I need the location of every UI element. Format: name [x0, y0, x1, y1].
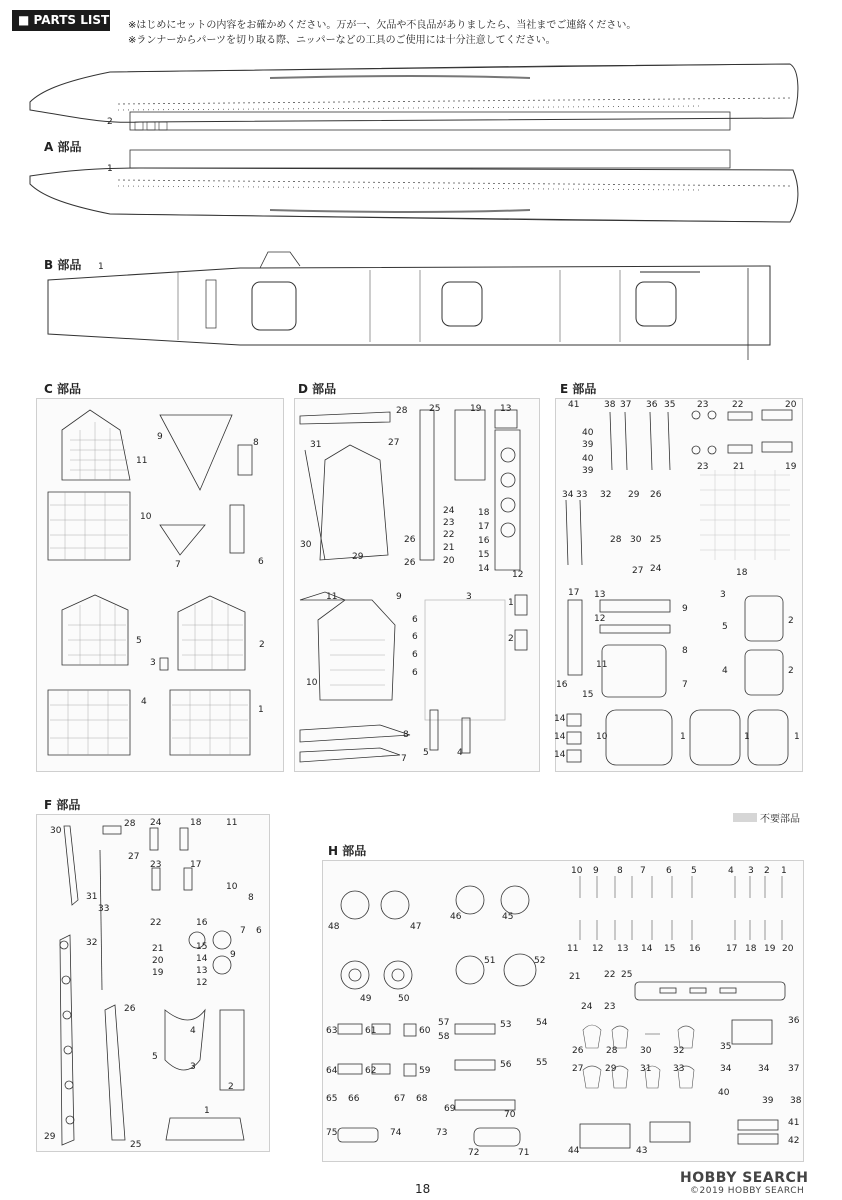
part-number-h61: 61 [365, 1026, 377, 1036]
part-number-h14: 14 [641, 944, 653, 954]
part-number-d18: 18 [478, 508, 490, 518]
part-number-d5: 5 [423, 748, 429, 758]
part-number-f21: 21 [152, 944, 164, 954]
part-number-e33: 33 [576, 490, 588, 500]
part-number-h56: 56 [500, 1060, 512, 1070]
part-number-d26b: 26 [404, 558, 416, 568]
part-number-f22: 22 [150, 918, 162, 928]
part-number-f29: 29 [44, 1132, 56, 1142]
part-number-h66: 66 [348, 1094, 360, 1104]
part-number-e12: 12 [594, 614, 606, 624]
part-number-f17: 17 [190, 860, 202, 870]
section-e-label: E 部品 [560, 382, 597, 396]
part-number-c10: 10 [140, 512, 152, 522]
part-number-e40b: 40 [582, 454, 594, 464]
part-number-f30: 30 [50, 826, 62, 836]
part-number-d13: 13 [500, 404, 512, 414]
part-number-e5: 5 [722, 622, 728, 632]
watermark-copyright: ©2019 HOBBY SEARCH [690, 1186, 805, 1196]
part-number-f5: 5 [152, 1052, 158, 1062]
part-number-h40: 40 [718, 1088, 730, 1098]
part-number-c7: 7 [175, 560, 181, 570]
part-number-h32: 32 [673, 1046, 685, 1056]
part-number-h50: 50 [398, 994, 410, 1004]
part-number-h63: 63 [326, 1026, 338, 1036]
part-number-d29: 29 [352, 552, 364, 562]
part-number-e16: 16 [556, 680, 568, 690]
part-number-f32: 32 [86, 938, 98, 948]
part-number-d6c: 6 [412, 650, 418, 660]
part-number-d6b: 6 [412, 632, 418, 642]
part-number-f24: 24 [150, 818, 162, 828]
part-number-e38: 38 [604, 400, 616, 410]
part-number-d19: 19 [470, 404, 482, 414]
part-number-h5: 5 [691, 866, 697, 876]
part-number-c6: 6 [258, 557, 264, 567]
part-number-h74: 74 [390, 1128, 402, 1138]
part-number-h62: 62 [365, 1066, 377, 1076]
part-number-h64: 64 [326, 1066, 338, 1076]
part-number-h12: 12 [592, 944, 604, 954]
part-number-f6: 6 [256, 926, 262, 936]
part-number-d24: 24 [443, 506, 455, 516]
part-number-d3: 3 [466, 592, 472, 602]
part-number-d15: 15 [478, 550, 490, 560]
part-number-e26: 26 [650, 490, 662, 500]
part-number-h7: 7 [640, 866, 646, 876]
part-number-f15: 15 [196, 942, 208, 952]
part-number-h31: 31 [640, 1064, 652, 1074]
part-number-h35: 35 [720, 1042, 732, 1052]
part-number-f2: 2 [228, 1082, 234, 1092]
part-number-h55: 55 [536, 1058, 548, 1068]
part-number-h26: 26 [572, 1046, 584, 1056]
part-number-e14a: 14 [554, 714, 566, 724]
part-number-h15: 15 [664, 944, 676, 954]
part-number-d31: 31 [310, 440, 322, 450]
part-number-e2a: 2 [788, 616, 794, 626]
part-number-e14c: 14 [554, 750, 566, 760]
part-number-h3: 3 [748, 866, 754, 876]
part-number-f7: 7 [240, 926, 246, 936]
part-number-d27: 27 [388, 438, 400, 448]
part-number-h51: 51 [484, 956, 496, 966]
part-number-e25: 25 [650, 535, 662, 545]
part-number-e14b: 14 [554, 732, 566, 742]
part-number-c9: 9 [157, 432, 163, 442]
part-number-d1: 1 [508, 598, 514, 608]
part-number-f3: 3 [190, 1062, 196, 1072]
part-number-e8: 8 [682, 646, 688, 656]
part-number-d2: 2 [508, 634, 514, 644]
part-number-h1: 1 [781, 866, 787, 876]
part-number-f13: 13 [196, 966, 208, 976]
part-number-h54: 54 [536, 1018, 548, 1028]
part-number-f23: 23 [150, 860, 162, 870]
part-number-a1: 1 [107, 164, 113, 174]
part-number-e17: 17 [568, 588, 580, 598]
part-number-h53: 53 [500, 1020, 512, 1030]
watermark-brand: HOBBY SEARCH [680, 1170, 809, 1186]
part-number-d20: 20 [443, 556, 455, 566]
part-number-h13: 13 [617, 944, 629, 954]
parts-list-title: PARTS LIST [33, 13, 110, 27]
part-number-d26a: 26 [404, 535, 416, 545]
part-number-h69: 69 [444, 1104, 456, 1114]
part-number-f12: 12 [196, 978, 208, 988]
part-number-h52: 52 [534, 956, 546, 966]
part-number-f10: 10 [226, 882, 238, 892]
part-number-e34: 34 [562, 490, 574, 500]
part-number-h19: 19 [764, 944, 776, 954]
note-check-contents: ※はじめにセットの内容をお確かめください。万が一、欠品や不良品がありましたら、当社までご連絡ください。 [128, 20, 637, 31]
part-number-h10: 10 [571, 866, 583, 876]
part-number-e2b: 2 [788, 666, 794, 676]
part-number-e24: 24 [650, 564, 662, 574]
part-number-e36: 36 [646, 400, 658, 410]
part-number-a2: 2 [107, 117, 113, 127]
part-number-e37: 37 [620, 400, 632, 410]
part-number-f14: 14 [196, 954, 208, 964]
part-number-h42: 42 [788, 1136, 800, 1146]
parts-list-header: ■ PARTS LIST [12, 10, 110, 31]
part-number-d25: 25 [429, 404, 441, 414]
part-number-h9: 9 [593, 866, 599, 876]
part-number-e39a: 39 [582, 440, 594, 450]
part-number-e40a: 40 [582, 428, 594, 438]
part-number-h8: 8 [617, 866, 623, 876]
part-number-h28: 28 [606, 1046, 618, 1056]
part-number-d11: 11 [326, 592, 338, 602]
part-number-e23b: 23 [697, 462, 709, 472]
part-number-h59: 59 [419, 1066, 431, 1076]
part-number-f16: 16 [196, 918, 208, 928]
part-number-c1: 1 [258, 705, 264, 715]
part-number-d7: 7 [401, 754, 407, 764]
part-number-e39b: 39 [582, 466, 594, 476]
part-number-e23a: 23 [697, 400, 709, 410]
part-number-h18: 18 [745, 944, 757, 954]
part-number-e18: 18 [736, 568, 748, 578]
part-number-h39: 39 [762, 1096, 774, 1106]
part-number-h45: 45 [502, 912, 514, 922]
part-number-f33: 33 [98, 904, 110, 914]
part-number-h4: 4 [728, 866, 734, 876]
part-number-e1c: 1 [794, 732, 800, 742]
part-number-h24: 24 [581, 1002, 593, 1012]
part-number-h27: 27 [572, 1064, 584, 1074]
part-number-d8: 8 [403, 730, 409, 740]
part-number-h37: 37 [788, 1064, 800, 1074]
part-number-d30: 30 [300, 540, 312, 550]
part-number-h22: 22 [604, 970, 616, 980]
watermark [680, 1170, 808, 1196]
part-number-e4: 4 [722, 666, 728, 676]
part-number-f11: 11 [226, 818, 238, 828]
part-number-c8: 8 [253, 438, 259, 448]
part-number-e20: 20 [785, 400, 797, 410]
part-number-h21: 21 [569, 972, 581, 982]
part-number-h43: 43 [636, 1146, 648, 1156]
part-number-f25: 25 [130, 1140, 142, 1150]
part-number-f1: 1 [204, 1106, 210, 1116]
part-number-d6a: 6 [412, 615, 418, 625]
section-d-label: D 部品 [298, 382, 337, 396]
part-number-d14: 14 [478, 564, 490, 574]
part-number-h41: 41 [788, 1118, 800, 1128]
section-c-label: C 部品 [44, 382, 81, 396]
unused-parts-legend: 不要部品 [760, 814, 800, 825]
section-f-label: F 部品 [44, 798, 81, 812]
part-number-c3: 3 [150, 658, 156, 668]
part-number-e3: 3 [720, 590, 726, 600]
part-number-f4: 4 [190, 1026, 196, 1036]
part-number-d6d: 6 [412, 668, 418, 678]
part-number-h71: 71 [518, 1148, 530, 1158]
part-number-e11: 11 [596, 660, 608, 670]
part-number-d22: 22 [443, 530, 455, 540]
part-number-h75: 75 [326, 1128, 338, 1138]
part-number-h72: 72 [468, 1148, 480, 1158]
part-number-e41: 41 [568, 400, 580, 410]
part-number-f31: 31 [86, 892, 98, 902]
part-number-f19: 19 [152, 968, 164, 978]
part-number-e22: 22 [732, 400, 744, 410]
part-number-h44: 44 [568, 1146, 580, 1156]
part-number-d12: 12 [512, 570, 524, 580]
section-a-label: A 部品 [44, 140, 82, 154]
note-tool-caution: ※ランナーからパーツを切り取る際、ニッパーなどの工具のご使用には十分注意してください。 [128, 35, 556, 46]
part-number-e10: 10 [596, 732, 608, 742]
part-number-f26: 26 [124, 1004, 136, 1014]
part-number-h17: 17 [726, 944, 738, 954]
part-number-h11: 11 [567, 944, 579, 954]
part-number-h60: 60 [419, 1026, 431, 1036]
part-number-e35: 35 [664, 400, 676, 410]
part-number-e13: 13 [594, 590, 606, 600]
part-number-h30: 30 [640, 1046, 652, 1056]
part-number-f9: 9 [230, 950, 236, 960]
part-number-h25: 25 [621, 970, 633, 980]
part-number-d4: 4 [457, 748, 463, 758]
part-number-e27: 27 [632, 566, 644, 576]
part-number-h38: 38 [790, 1096, 802, 1106]
part-number-h46: 46 [450, 912, 462, 922]
part-number-h36: 36 [788, 1016, 800, 1026]
section-b-label: B 部品 [44, 258, 82, 272]
part-number-e1a: 1 [680, 732, 686, 742]
part-number-h58: 58 [438, 1032, 450, 1042]
part-number-f28: 28 [124, 819, 136, 829]
part-number-h6: 6 [666, 866, 672, 876]
part-number-h33: 33 [673, 1064, 685, 1074]
part-number-f20: 20 [152, 956, 164, 966]
part-number-d23: 23 [443, 518, 455, 528]
part-number-h16: 16 [689, 944, 701, 954]
page-number: 18 [415, 1182, 431, 1196]
part-number-e9: 9 [682, 604, 688, 614]
part-number-h34b: 34 [758, 1064, 770, 1074]
part-number-h2: 2 [764, 866, 770, 876]
part-number-h68: 68 [416, 1094, 428, 1104]
part-number-e30: 30 [630, 535, 642, 545]
part-number-e21: 21 [733, 462, 745, 472]
part-number-e32: 32 [600, 490, 612, 500]
part-number-h23: 23 [604, 1002, 616, 1012]
part-number-h73: 73 [436, 1128, 448, 1138]
part-number-c11: 11 [136, 456, 148, 466]
part-number-e19: 19 [785, 462, 797, 472]
part-number-e15: 15 [582, 690, 594, 700]
part-number-d10: 10 [306, 678, 318, 688]
part-number-h49: 49 [360, 994, 372, 1004]
part-number-d21: 21 [443, 543, 455, 553]
part-number-f8: 8 [248, 893, 254, 903]
part-number-h57: 57 [438, 1018, 450, 1028]
part-number-h34a: 34 [720, 1064, 732, 1074]
part-number-h47: 47 [410, 922, 422, 932]
part-number-b1: 1 [98, 262, 104, 272]
part-number-h65: 65 [326, 1094, 338, 1104]
part-number-c2: 2 [259, 640, 265, 650]
section-h-label: H 部品 [328, 844, 367, 858]
part-number-h48: 48 [328, 922, 340, 932]
part-number-d9: 9 [396, 592, 402, 602]
part-number-e7: 7 [682, 680, 688, 690]
part-number-f18: 18 [190, 818, 202, 828]
part-number-c4: 4 [141, 697, 147, 707]
part-number-d16: 16 [478, 536, 490, 546]
part-number-d28: 28 [396, 406, 408, 416]
part-number-e28: 28 [610, 535, 622, 545]
part-number-h70: 70 [504, 1110, 516, 1120]
part-number-c5: 5 [136, 636, 142, 646]
part-number-h29: 29 [605, 1064, 617, 1074]
part-number-f27: 27 [128, 852, 140, 862]
part-number-h67: 67 [394, 1094, 406, 1104]
part-number-e29: 29 [628, 490, 640, 500]
part-number-d17: 17 [478, 522, 490, 532]
part-number-e1b: 1 [744, 732, 750, 742]
part-number-h20: 20 [782, 944, 794, 954]
